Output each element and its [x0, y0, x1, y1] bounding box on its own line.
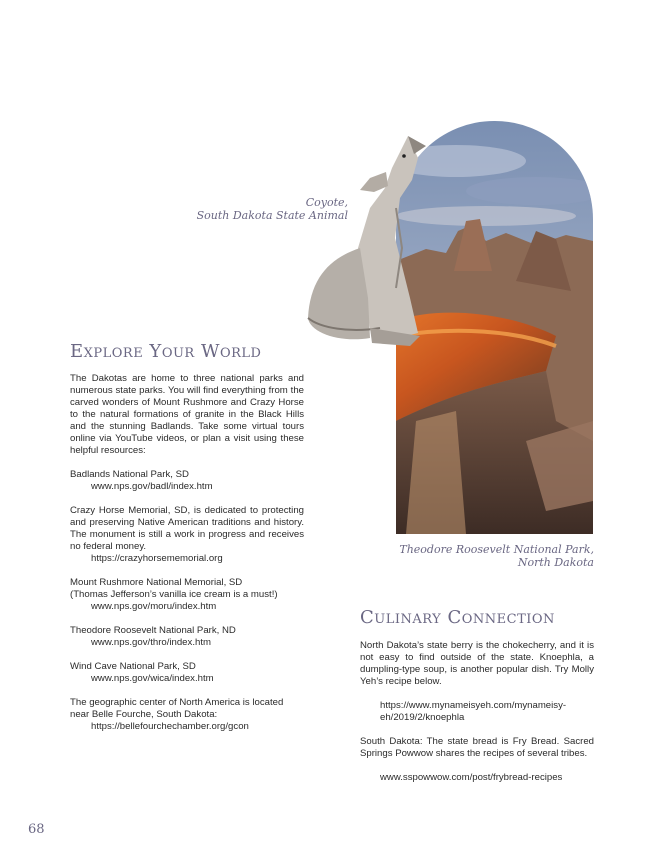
culinary-column: [360, 640, 594, 784]
howling-coyote-image: [300, 128, 440, 353]
roosevelt-title: Theodore Roosevelt National Park, ND: [70, 625, 236, 636]
nd-label: North Dakota: [360, 640, 418, 651]
explore-heading: Explore Your World: [70, 341, 262, 362]
nd-paragraph: [360, 640, 594, 688]
crazyhorse-text: , SD, is dedicated to protecting and preserving Native American traditions and history. The monument is still a work in progress and receives no federal money.: [70, 505, 304, 552]
roosevelt-link[interactable]: www.nps.gov/thro/index.htm: [91, 637, 211, 648]
rushmore-title-line: [70, 577, 304, 589]
crazyhorse-link[interactable]: https://crazyhorsememorial.org: [91, 553, 223, 564]
windcave-title: Wind Cave National Park, SD: [70, 661, 196, 672]
sd-paragraph: [360, 736, 594, 760]
coyote-caption: [180, 196, 348, 222]
crazyhorse-title: Crazy Horse Memorial: [70, 505, 168, 516]
center-text: The geographic center of North America is located near Belle Fourche, South Dakota:: [70, 697, 284, 720]
nd-text: ’s state berry is the chokecherry, and it is not easy to find outside of the state. Knoephla, a dumpling-type soup, is another popular dish. Try Molly Yeh’s recipe below.: [360, 640, 594, 687]
explore-column: [70, 373, 304, 733]
coyote-caption-line1: Coyote,: [305, 196, 348, 209]
windcave-link[interactable]: www.nps.gov/wica/index.htm: [91, 673, 214, 684]
rushmore-title: Mount Rushmore National Memorial: [70, 577, 224, 588]
park-caption-line1: Theodore Roosevelt National Park,: [399, 543, 594, 556]
park-caption-line2: North Dakota: [517, 556, 594, 569]
rushmore-link[interactable]: www.nps.gov/moru/index.htm: [91, 601, 217, 612]
nd-link-line2[interactable]: eh/2019/2/knoephla: [380, 712, 465, 723]
coyote-caption-line2: South Dakota State Animal: [196, 209, 348, 222]
crazyhorse-paragraph: [70, 505, 304, 553]
sd-label: South Dakota: [360, 736, 420, 747]
park-caption: [380, 543, 594, 569]
page-number: 68: [28, 822, 45, 837]
badlands-link[interactable]: www.nps.gov/badl/index.htm: [91, 481, 213, 492]
explore-intro: The Dakotas are home to three national parks and numerous state parks. You will find everything from the carved wonders of Mount Rushmore and Crazy Horse to the natural formations of granite in the Black Hills and the stunning Badlands. Take some virtual tours online via YouTube videos, or plan a visit using these helpful resources:: [70, 373, 304, 456]
rushmore-suffix: , SD: [223, 577, 243, 588]
sd-link[interactable]: www.sspowwow.com/post/frybread-recipes: [380, 772, 563, 783]
rushmore-note: (Thomas Jefferson’s vanilla ice cream is a must!): [70, 589, 278, 600]
coyote-illustration: [300, 128, 440, 353]
sd-text: : The state bread is Fry Bread. Sacred Springs Powwow shares the recipes of several tribes.: [360, 736, 594, 759]
badlands-title: Badlands National Park, SD: [70, 469, 189, 480]
center-link[interactable]: https://bellefourchechamber.org/gcon: [91, 721, 249, 732]
nd-link-line1[interactable]: https://www.mynameisyeh.com/mynameisy-: [380, 700, 567, 711]
culinary-heading: Culinary Connection: [360, 607, 555, 628]
